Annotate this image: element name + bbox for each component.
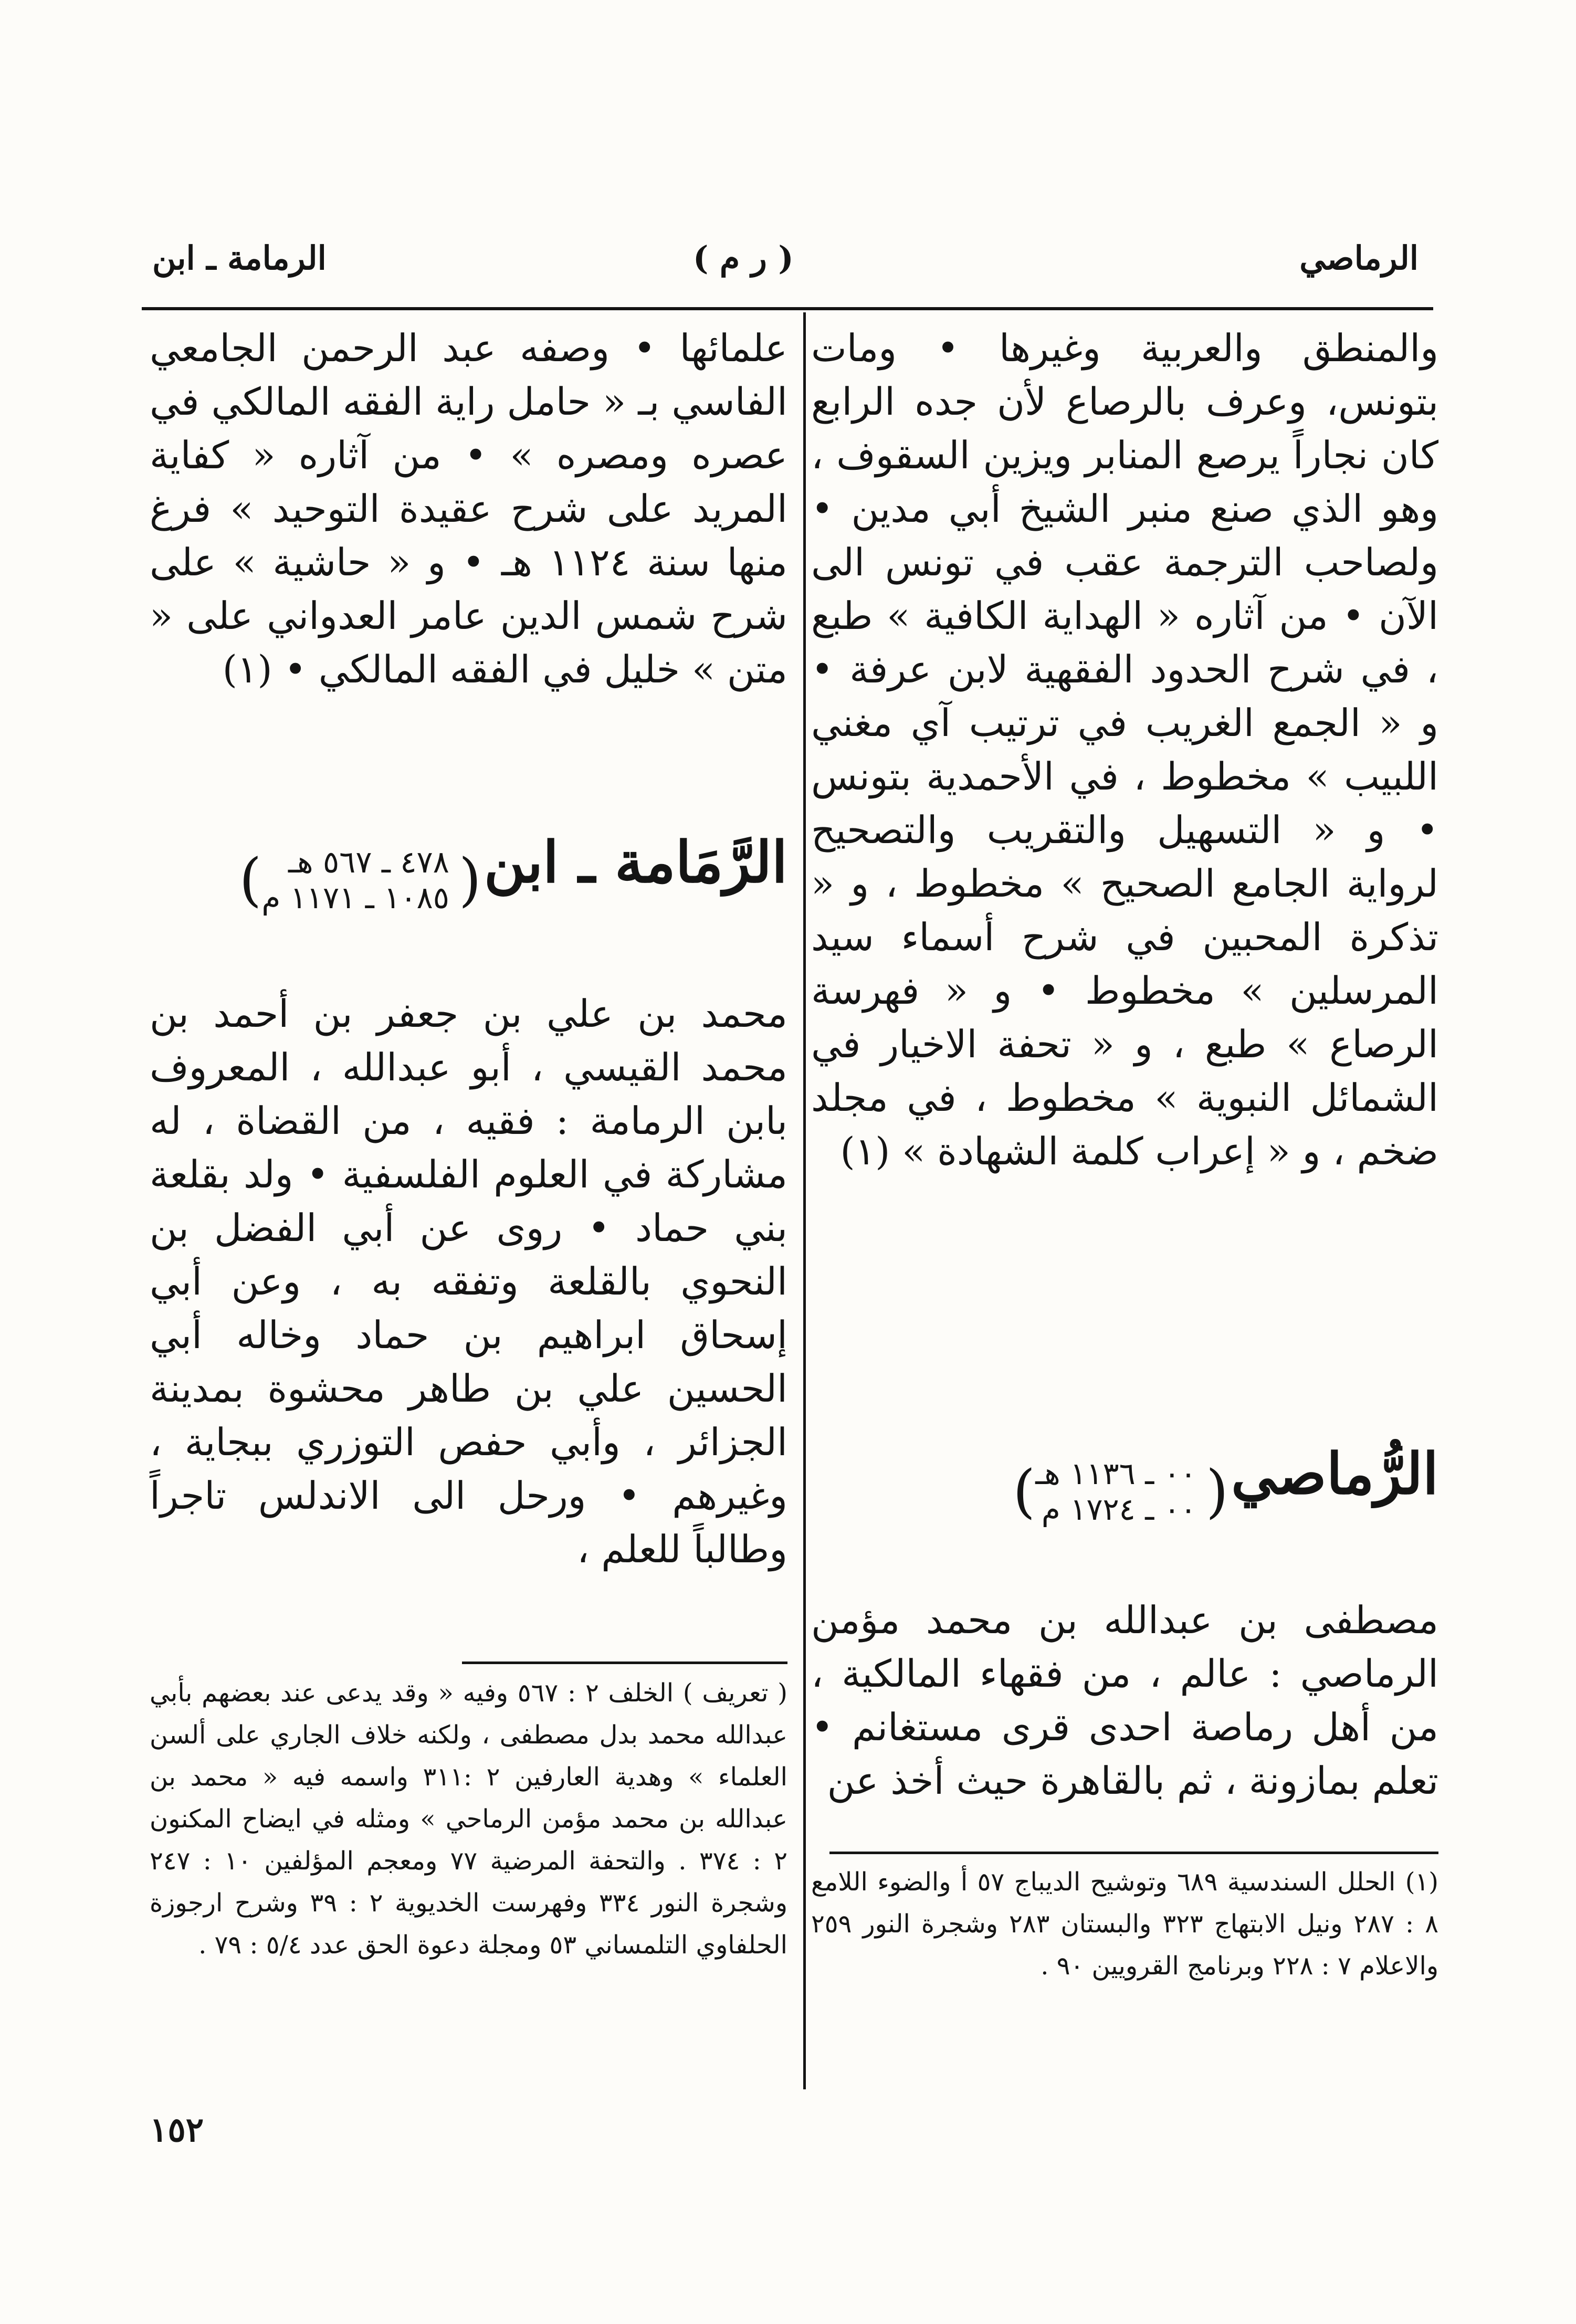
- header-rule: [142, 307, 1433, 310]
- left-column-entry: [150, 987, 787, 1576]
- entry-heading-ibn-rumama: الرَّمَامة ـ ابن (٤٧٨ ـ ٥٦٧ هـ ١٠٨٥ ـ ١١٧١ م): [239, 829, 787, 916]
- footnote-text: (١) الحلل السندسية ٦٨٩ وتوشيح الديباج ٥٧ أ والضوء اللامع ٨ : ٢٨٧ ونيل الابتهاج ٣٢٣ والبستان ٢٨٣ وشجرة النور ٢٥٩ والاعلام ٧ : ٢٢٨ وبرنامج القرويين ٩٠ .: [811, 1867, 1439, 1981]
- dates-hijri: ٤٧٨ ـ ٥٦٧ هـ: [288, 844, 449, 880]
- footnote-rule-left: [462, 1661, 787, 1664]
- footnote-rule-right: [829, 1852, 1438, 1854]
- right-column-continuation: [811, 321, 1438, 1178]
- entry-title: الرَّمَامة ـ ابن: [484, 829, 787, 896]
- entry-heading-rumasi: الرُّماصي (٠٠ ـ ١١٣٦ هـ ٠٠ ـ ١٧٢٤ م): [1013, 1441, 1438, 1527]
- running-head-left: الرمامة ـ ابن: [152, 239, 327, 277]
- column-divider: [803, 312, 806, 2089]
- dates-ad: ٠٠ ـ ١٧٢٤ م: [1041, 1491, 1196, 1527]
- entry-text-rumasi: مصطفى بن عبدالله بن محمد مؤمن الرماصي : عالم ، من فقهاء المالكية ، من أهل رماصة احدى قرى مستغانم • تعلم بمازونة ، ثم بالقاهرة حيث أخذ عن: [811, 1598, 1438, 1803]
- entry-dates: [1035, 1456, 1196, 1527]
- running-head-right: الرماصي: [1299, 239, 1419, 277]
- footnote-left: [150, 1672, 787, 1966]
- entry-dates: [261, 844, 449, 916]
- entry-text-ibn-rumama: محمد بن علي بن جعفر بن أحمد بن محمد القيسي ، أبو عبدالله ، المعروف بابن الرمامة : فقيه ، من القضاة ، له مشاركة في العلوم الفلسفية • ولد بقلعة بني حماد • روى عن أبي الفضل بن النحوي بالقلعة وتفقه به ، وعن أبي إسحاق ابراهيم بن حماد وخاله أبي الحسين علي بن طاهر محشوة بمدينة الجزائر ، وأبي حفص التوزري ببجاية ، وغيرهم • ورحل الى الاندلس تاجراً وطالباً للعلم ،: [150, 992, 787, 1571]
- left-column-continuation: [150, 321, 787, 696]
- entry-title: الرُّماصي: [1231, 1441, 1438, 1507]
- dates-hijri: ٠٠ ـ ١١٣٦ هـ: [1035, 1455, 1196, 1491]
- left-continuation-text: علمائها • وصفه عبد الرحمن الجامعي الفاسي بـ « حامل راية الفقه المالكي في عصره ومصره » • من آثاره « كفاية المريد على شرح عقيدة التوحيد » فرغ منها سنة ١١٢٤ هـ • و « حاشية » على شرح شمس الدين عامر العدواني على « متن » خليل في الفقه المالكي • (١): [150, 326, 787, 691]
- footnote-text: ( تعريف ) الخلف ٢ : ٥٦٧ وفيه « وقد يدعى عند بعضهم بأبي عبدالله محمد بدل مصطفى ، ولكنه خلاف الجاري على ألسن العلماء » وهدية العارفين ٢ :٣١١ واسمه فيه « محمد بن عبدالله بن محمد مؤمن الرماحي » ومثله في ايضاح المكنون ٢ : ٣٧٤ . والتحفة المرضية ٧٧ ومعجم المؤلفين ١٠ : ٢٤٧ وشجرة النور ٣٣٤ وفهرست الخديوية ٢ : ٣٩ وشرح ارجوزة الحلفاوي التلمساني ٥٣ ومجلة دعوة الحق عدد ٥/٤ : ٧٩ .: [150, 1678, 788, 1960]
- dates-ad: ١٠٨٥ ـ ١١٧١ م: [261, 879, 449, 916]
- footnote-right: [811, 1861, 1438, 1987]
- right-column-entry: [811, 1593, 1438, 1807]
- right-continuation-text: والمنطق والعربية وغيرها • ومات بتونس، وعرف بالرصاع لأن جده الرابع كان نجاراً يرصع المنابر ويزين السقوف ، وهو الذي صنع منبر الشيخ أبي مدين • ولصاحب الترجمة عقب في تونس الى الآن • من آثاره « الهداية الكافية » طبع ، في شرح الحدود الفقهية لابن عرفة • و « الجمع الغريب في ترتيب آي مغني اللبيب » مخطوط ، في الأحمدية بتونس • و « التسهيل والتقريب والتصحيح لرواية الجامع الصحيح » مخطوط ، و « تذكرة المحبين في شرح أسماء سيد المرسلين » مخطوط • و « فهرسة الرصاع » طبع ، و « تحفة الاخيار في الشمائل النبوية » مخطوط ، في مجلد ضخم ، و « إعراب كلمة الشهادة » (١): [811, 326, 1438, 1173]
- running-head-center: ( ر م ): [693, 239, 794, 277]
- page-number: ١٥٢: [150, 2110, 204, 2150]
